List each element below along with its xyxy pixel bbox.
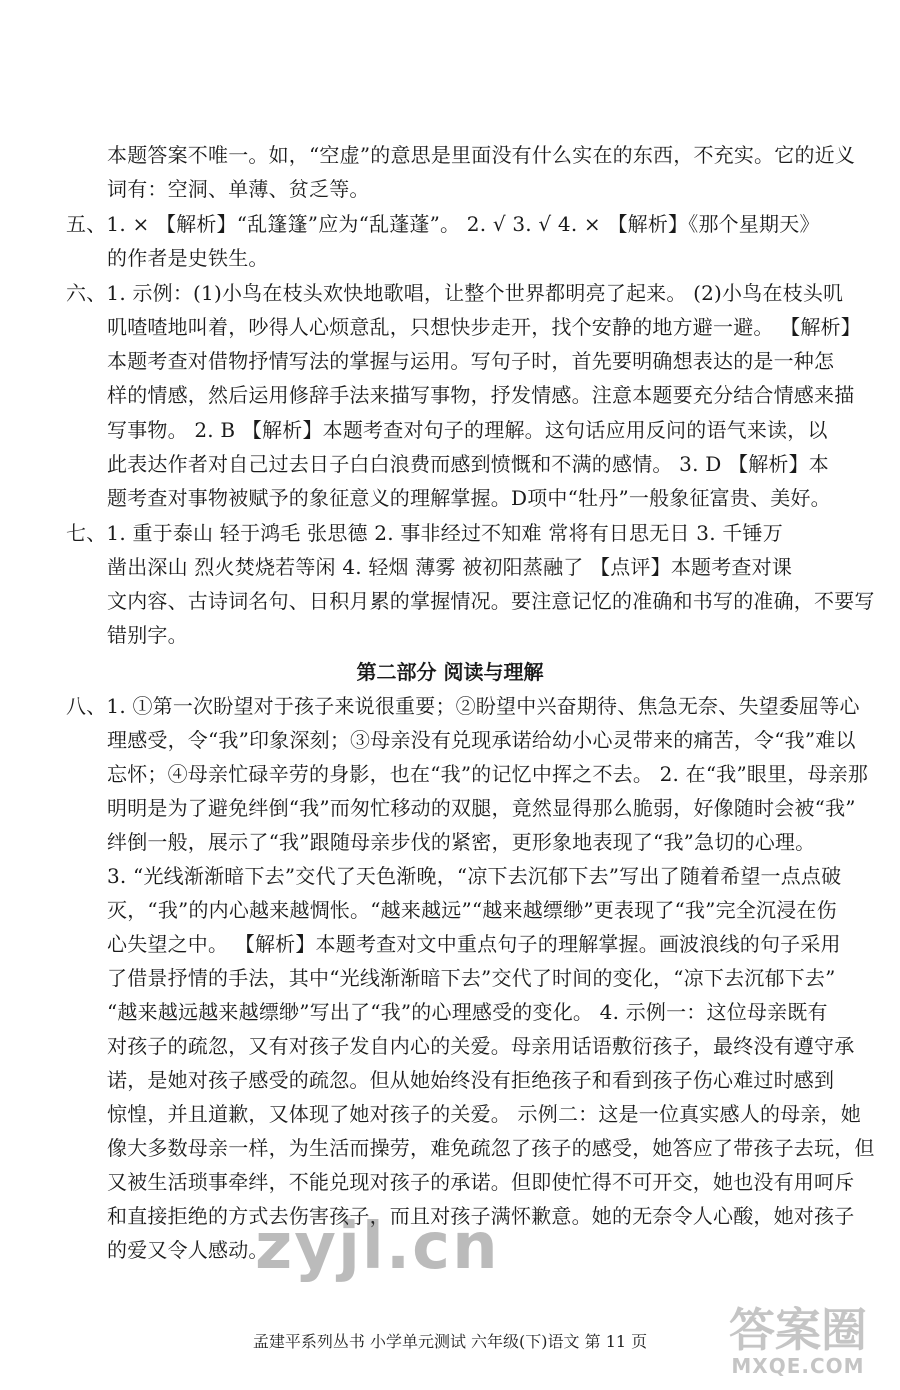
answer-8-line: “越来越远越来越缥缈”写出了“我”的心理感受的变化。 4. 示例一：这位母亲既有	[107, 1000, 828, 1024]
answer-8-line: 心失望之中。 【解析】本题考查对文中重点句子的理解掌握。画波浪线的句子采用	[107, 932, 841, 956]
answer-8-line: 忘怀；④母亲忙碌辛劳的身影，也在“我”的记忆中挥之不去。 2. 在“我”眼里，母亲那	[107, 762, 869, 786]
answer-6-line: 样的情感，然后运用修辞手法来描写事物，抒发情感。注意本题要充分结合情感来描	[107, 383, 855, 407]
answer-8-line: 灭，“我”的内心越来越惆怅。“越来越远”“越来越缥缈”更表现了“我”完全沉浸在伤	[107, 898, 837, 922]
answer-8-line: 的爱又令人感动。	[107, 1238, 269, 1262]
answer-8-line: 八、1. ①第一次盼望对于孩子来说很重要；②盼望中兴奋期待、焦急无奈、失望委屈等心	[66, 694, 860, 718]
answer-8-line: 了借景抒情的手法，其中“光线渐渐暗下去”交代了时间的变化，“凉下去沉郁下去”	[107, 966, 836, 990]
answer-8-line: 明明是为了避免绊倒“我”而匆忙移动的双腿，竟然显得那么脆弱，好像随时会被“我”	[107, 796, 856, 820]
answer-6-line: 题考查对事物被赋予的象征意义的理解掌握。D项中“牡丹”一般象征富贵、美好。	[107, 486, 831, 510]
answer-7-line: 错别字。	[107, 623, 188, 647]
paragraph-line: 词有：空洞、单薄、贫乏等。	[107, 177, 370, 201]
answer-7-line: 凿出深山 烈火焚烧若等闲 4. 轻烟 薄雾 被初阳蒸融了 【点评】本题考查对课	[107, 555, 793, 579]
answer-8-line: 对孩子的疏忽，又有对孩子发自内心的关爱。母亲用话语敷衍孩子，最终没有遵守承	[107, 1034, 855, 1058]
answer-8-line: 又被生活琐事牵绊，不能兑现对孩子的承诺。但即使忙得不可开交，她也没有用呵斥	[107, 1170, 855, 1194]
logo-small-text: MXQE.COM	[731, 1354, 865, 1378]
answer-5-line: 的作者是史铁生。	[107, 246, 269, 270]
answer-8-line: 诺，是她对孩子感受的疏忽。但从她始终没有拒绝孩子和看到孩子伤心难过时感到	[107, 1068, 835, 1092]
answer-6-line: 六、1. 示例：(1)小鸟在枝头欢快地歌唱，让整个世界都明亮了起来。 (2)小鸟在枝头叽	[66, 281, 844, 305]
site-watermark: zyjl.cn	[255, 1210, 500, 1284]
paragraph-line: 本题答案不唯一。如，“空虚”的意思是里面没有什么实在的东西，不充实。它的近义	[107, 143, 856, 167]
answer-6-line: 此表达作者对自己过去日子白白浪费而感到愤慨和不满的感情。 3. D 【解析】本	[107, 452, 829, 476]
answer-7-line: 文内容、古诗词名句、日积月累的掌握情况。要注意记忆的准确和书写的准确，不要写	[107, 589, 875, 613]
answer-8-line: 像大多数母亲一样，为生活而操劳，难免疏忽了孩子的感受，她答应了带孩子去玩，但	[107, 1136, 875, 1160]
answer-6-line: 叽喳喳地叫着，吵得人心烦意乱，只想快步走开，找个安静的地方避一避。 【解析】	[107, 315, 861, 339]
answer-8-line: 理感受，令“我”印象深刻；③母亲没有兑现承诺给幼小心灵带来的痛苦，令“我”难以	[107, 728, 856, 752]
answer-6-line: 本题考查对借物抒情写法的掌握与运用。写句子时，首先要明确想表达的是一种怎	[107, 349, 835, 373]
logo-big-text: 答案圈	[729, 1303, 867, 1357]
answer-8-line: 惊惶，并且道歉，又体现了她对孩子的关爱。 示例二：这是一位真实感人的母亲，她	[107, 1102, 861, 1126]
answer-8-line: 和直接拒绝的方式去伤害孩子，而且对孩子满怀歉意。她的无奈令人心酸，她对孩子	[107, 1204, 855, 1228]
answer-6-line: 写事物。 2. B 【解析】本题考查对句子的理解。这句话应用反问的语气来读，以	[107, 418, 828, 442]
corner-logo	[708, 1305, 888, 1377]
answer-8-line: 3. “光线渐渐暗下去”交代了天色渐晚，“凉下去沉郁下去”写出了随着希望一点点破	[107, 864, 842, 888]
answer-7-line: 七、1. 重于泰山 轻于鸿毛 张思德 2. 事非经过不知难 常将有日思无日 3. 千锤万	[66, 521, 783, 545]
answer-5-line: 五、1. × 【解析】“乱篷篷”应为“乱蓬蓬”。 2. √ 3. √ 4. × 【解析】《那个星期天》	[66, 212, 820, 236]
section-title: 第二部分 阅读与理解	[356, 660, 544, 684]
page-footer: 孟建平系列丛书 小学单元测试 六年级(下)语文 第 11 页	[252, 1332, 648, 1351]
answer-8-line: 绊倒一般，展示了“我”跟随母亲步伐的紧密，更形象地表现了“我”急切的心理。	[107, 830, 816, 854]
